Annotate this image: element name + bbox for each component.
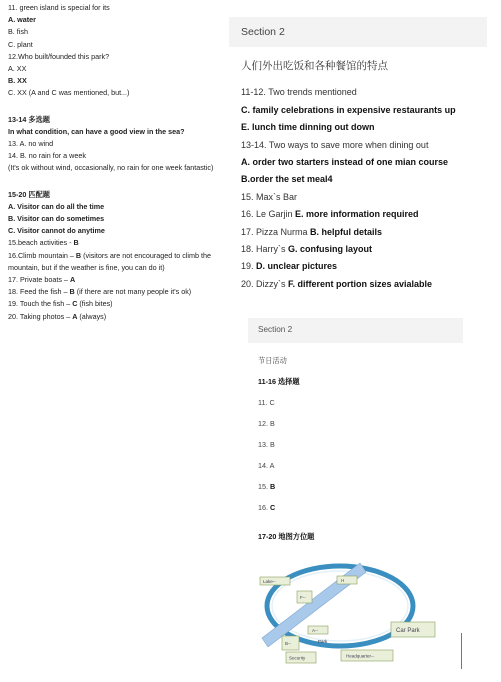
text-line (8, 311, 236, 323)
map-label-security: Security (289, 655, 306, 661)
text-run: 16. Le Garjin (241, 209, 296, 220)
text-line (258, 413, 478, 434)
text-run: 15. (258, 482, 270, 491)
text-run: (always) (77, 311, 107, 321)
right2-column (258, 350, 478, 547)
text-run: A (69, 275, 76, 285)
text-line (258, 455, 478, 476)
text-run: 15. Max`s Bar (241, 191, 298, 202)
text-run: 20. Taking photos – (8, 311, 73, 321)
text-line (258, 371, 478, 392)
text-line: A. Visitor can do all the time (8, 201, 105, 211)
text-line (241, 206, 497, 223)
text-line: 11. green island is special for its (8, 3, 110, 12)
margin-divider (461, 633, 462, 669)
left-column (8, 2, 236, 323)
text-line: C. XX (A and C was mentioned, but...) (8, 88, 130, 98)
text-run: 18. Harry`s (241, 244, 289, 255)
map-band (262, 563, 366, 647)
map-label-lake: Lake-- (263, 579, 276, 584)
text-run: F. different portion sizes avialable (288, 278, 433, 289)
spacer (8, 175, 236, 189)
text-line (258, 497, 478, 518)
text-line: B. XX (8, 76, 27, 86)
text-line (8, 274, 236, 286)
text-run: 11. C (258, 398, 275, 407)
map-label-park: Park (318, 639, 328, 644)
text-run: 节日活动 (258, 356, 287, 365)
right-column (241, 58, 497, 293)
text-run: 11-16 选择题 (258, 377, 300, 386)
right-heading: 人们外出吃饭和各种餐馆的特点 (241, 60, 388, 72)
text-run: B (73, 238, 79, 248)
text-line (258, 526, 478, 547)
text-run: 18. Feed the fish – (8, 287, 70, 297)
text-line: 12.Who built/founded this park? (8, 51, 110, 61)
text-run: G. confusing layout (288, 244, 373, 255)
text-run: 17. Pizza Nurma (241, 226, 311, 237)
text-run: B.order the set meal4 (241, 174, 333, 185)
text-line (241, 241, 497, 258)
text-run: B (75, 250, 82, 260)
text-line: In what condition, can have a good view in the sea? (8, 126, 185, 136)
text-line: 13-14 多选题 (8, 114, 50, 124)
map-label-headquarter: Headquarter-- (346, 653, 375, 659)
text-run: C. family celebrations in expensive restaurants up (241, 104, 456, 115)
text-run: 13-14. Two ways to save more when dining out (241, 139, 429, 150)
map-label-h: H (341, 578, 345, 583)
text-run: D. unclear pictures (256, 261, 338, 272)
text-run: A. order two starters instead of one mian course (241, 157, 449, 168)
text-line: B. fish (8, 27, 28, 37)
text-line: 13. A. no wind (8, 139, 54, 149)
map-label-center: A-- (312, 628, 318, 633)
text-line (241, 171, 497, 188)
text-run: (visitors are not encouraged to climb the (81, 250, 211, 260)
right-lines (241, 84, 497, 293)
text-run: E. more information required (295, 209, 419, 220)
text-run: E. lunch time dinning out down (241, 122, 375, 133)
map-label-b: B-- (285, 641, 291, 646)
text-line: A. water (8, 15, 36, 25)
text-line (241, 84, 497, 101)
text-run: (fish bites) (77, 299, 113, 309)
text-run: C (72, 299, 78, 309)
text-run: 14. A (258, 461, 275, 470)
text-run: 16.Climb mountain – (8, 250, 76, 260)
text-run: 19. (241, 261, 257, 272)
map-label-f: F-- (300, 595, 306, 600)
text-run: 15.beach activities - (8, 238, 74, 248)
text-line: C. plant (8, 39, 33, 49)
section-title-2: Section 2 (258, 325, 293, 334)
text-line (258, 350, 478, 371)
map-diagram (254, 560, 464, 668)
text-run: B (270, 482, 276, 491)
text-line (241, 119, 497, 136)
text-run: 19. Touch the fish – (8, 299, 73, 309)
text-run: 12. B (258, 419, 275, 428)
text-line: (It's ok without wind, occasionally, no rain for one week fantastic) (8, 163, 214, 173)
text-line (8, 298, 236, 310)
text-line (258, 434, 478, 455)
text-line (8, 286, 236, 298)
text-line (241, 258, 497, 275)
text-line (258, 392, 478, 413)
text-line (241, 189, 497, 206)
text-line: B. Visitor can do sometimes (8, 214, 105, 224)
text-line: C. Visitor cannot do anytime (8, 226, 105, 236)
text-run: 20. Dizzy`s (241, 278, 289, 289)
text-run: B (69, 287, 75, 297)
text-run: 17. Private boats – (8, 275, 70, 285)
text-line: 14. B. no rain for a week (8, 151, 86, 161)
map-box-center (308, 626, 328, 634)
text-run: 17-20 地图方位题 (258, 532, 315, 541)
spacer (8, 100, 236, 114)
spacer (258, 518, 478, 526)
text-line (8, 237, 236, 249)
text-line: mountain, but if the weather is fine, you can do it) (8, 262, 165, 272)
text-line: 15-20 匹配题 (8, 189, 50, 199)
section-header-panel-2 (248, 318, 463, 343)
map-label-car-park: Car Park (396, 628, 420, 634)
text-run: C (270, 503, 276, 512)
text-run: 16. (258, 503, 270, 512)
text-run: A (72, 311, 78, 321)
text-line (241, 137, 497, 154)
text-run: 11-12. Two trends mentioned (241, 87, 357, 98)
text-run: 13. B (258, 440, 275, 449)
text-line (241, 224, 497, 241)
text-run: B. helpful details (310, 226, 383, 237)
text-line: A. XX (8, 64, 27, 74)
text-line (241, 102, 497, 119)
section-title: Section 2 (241, 26, 285, 38)
text-run: (if there are not many people it's ok) (74, 287, 192, 297)
section-header-panel (229, 17, 487, 47)
text-line (258, 476, 478, 497)
map-box-h (337, 576, 357, 584)
text-line (241, 154, 497, 171)
text-line (241, 276, 497, 293)
text-line (8, 250, 236, 262)
